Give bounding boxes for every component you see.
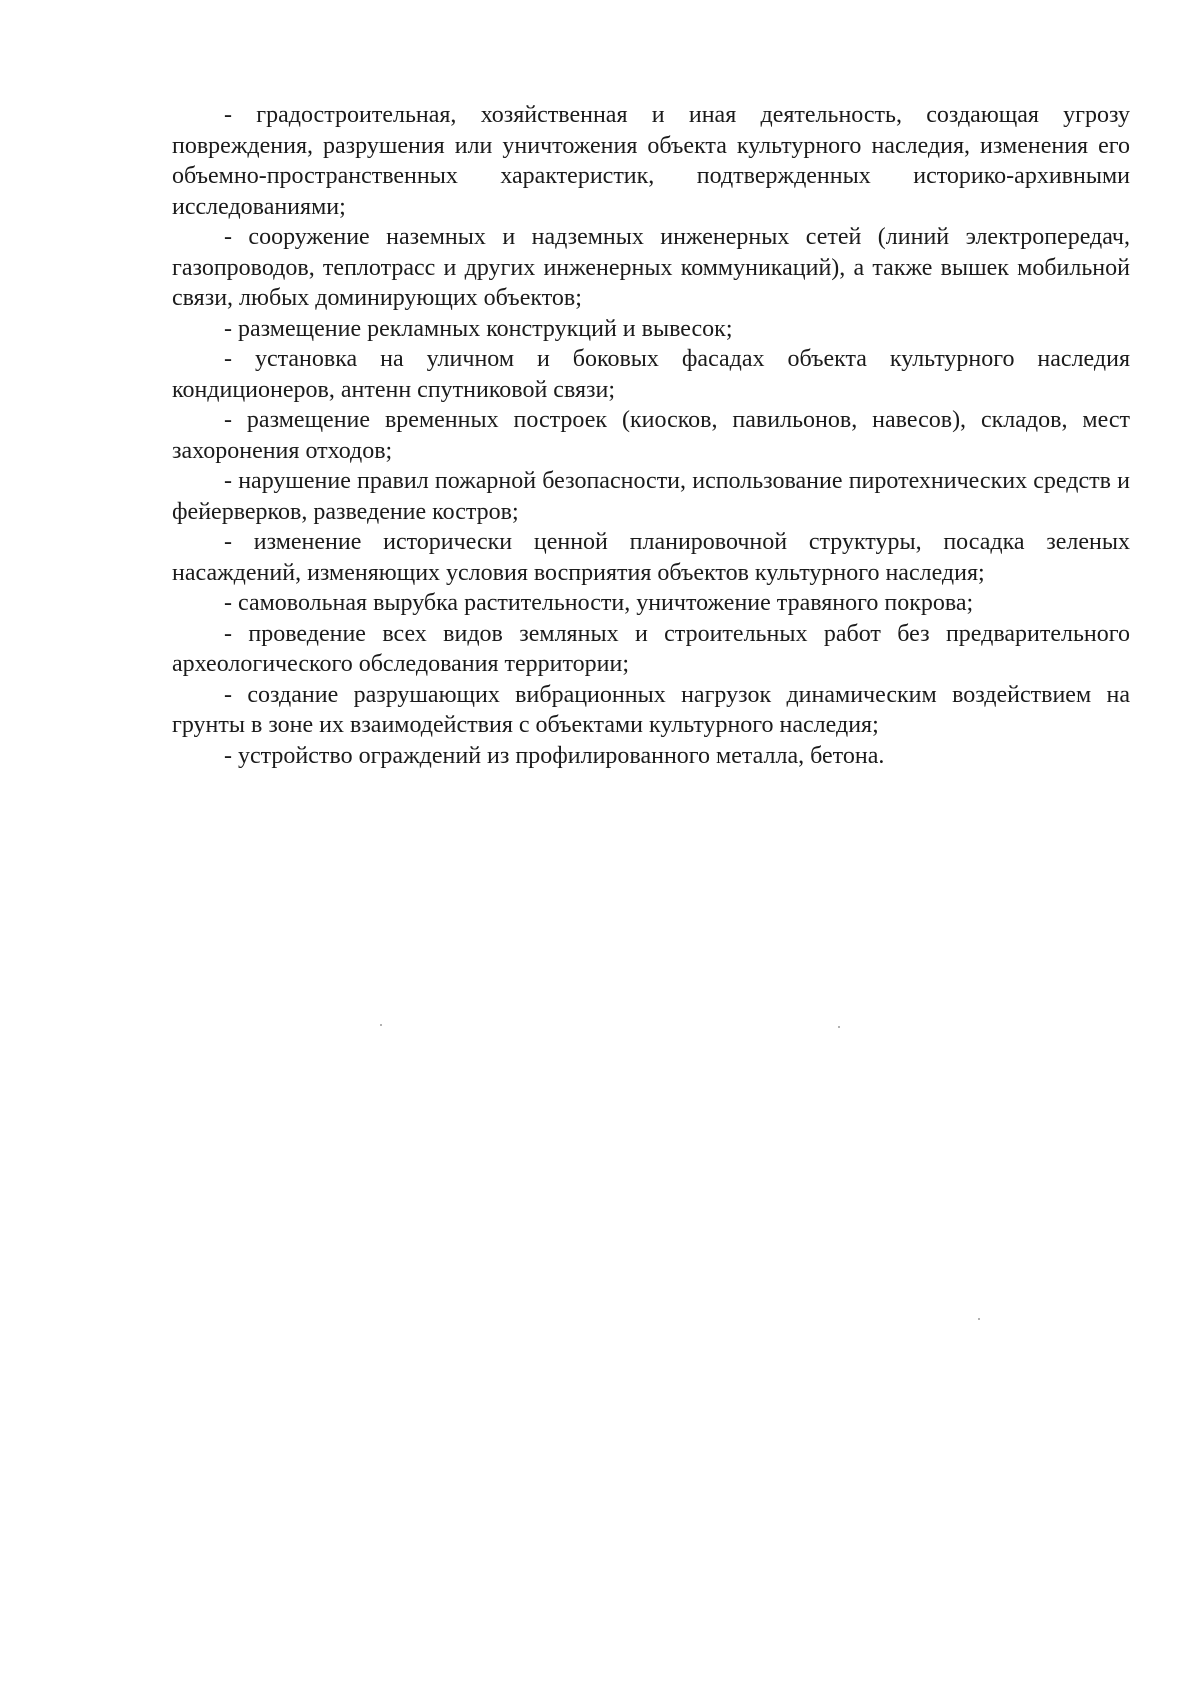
list-item: - размещение рекламных конструкций и вывесок; <box>224 315 733 342</box>
list-item: - изменение исторически ценной планировочной структуры, посадка зеленых насаждений, изменяющих условия восприятия объектов культурного наследия; <box>172 529 1130 586</box>
document-text <box>172 100 1130 771</box>
scan-speck <box>838 1026 840 1028</box>
list-item: - градостроительная, хозяйственная и иная деятельность, создающая угрозу повреждения, разрушения или уничтожения объекта культурного наследия, изменения его объемно-пространственных характеристик, подтвержденных историко-архивными исследованиями; <box>172 102 1130 220</box>
list-item: - размещение временных построек (киосков, павильонов, навесов), складов, мест захоронения отходов; <box>172 407 1130 464</box>
list-item: - проведение всех видов земляных и строительных работ без предварительного археологического обследования территории; <box>172 620 1130 677</box>
list-item: - устройство ограждений из профилированного металла, бетона. <box>224 742 885 769</box>
scan-speck <box>978 1318 980 1320</box>
list-item: - создание разрушающих вибрационных нагрузок динамическим воздействием на грунты в зоне их взаимодействия с объектами культурного наследия; <box>172 681 1130 738</box>
list-item: - нарушение правил пожарной безопасности, использование пиротехнических средств и фейерверков, разведение костров; <box>172 468 1130 525</box>
scan-speck <box>380 1024 382 1026</box>
list-item: - установка на уличном и боковых фасадах объекта культурного наследия кондиционеров, антенн спутниковой связи; <box>172 346 1130 403</box>
list-item: - самовольная вырубка растительности, уничтожение травяного покрова; <box>224 590 974 616</box>
list-item: - сооружение наземных и надземных инженерных сетей (линий электропередач, газопроводов, теплотрасс и других инженерных коммуникаций), а также вышек мобильной связи, любых доминирующих объектов; <box>172 224 1130 311</box>
